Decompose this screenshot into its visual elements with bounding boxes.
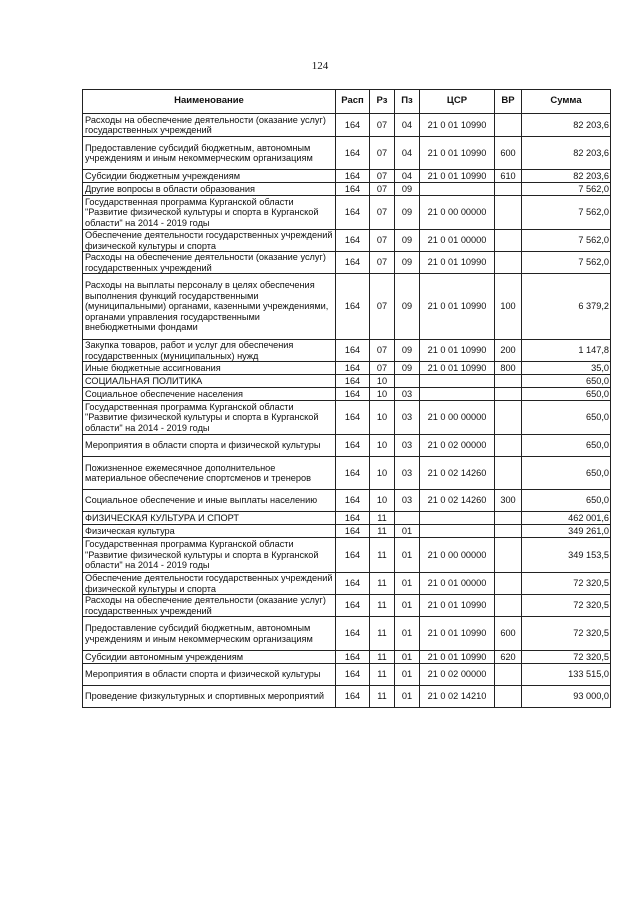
cell-vr: 200 (495, 340, 522, 362)
cell-pz: 03 (395, 490, 420, 512)
cell-name: Пожизненное ежемесячное дополнительное материальное обеспечение спортсменов и тренеров (83, 457, 336, 490)
table-row (83, 230, 611, 252)
table-row (83, 362, 611, 375)
cell-vr (495, 388, 522, 401)
cell-pz: 01 (395, 664, 420, 686)
cell-rz: 07 (370, 170, 395, 183)
cell-rz: 11 (370, 512, 395, 525)
cell-rasp: 164 (336, 490, 370, 512)
cell-rasp: 164 (336, 435, 370, 457)
cell-vr (495, 401, 522, 435)
cell-name: Субсидии бюджетным учреждениям (83, 170, 336, 183)
cell-rz: 10 (370, 490, 395, 512)
cell-name: Обеспечение деятельности государственных учреждений физической культуры и спорта (83, 230, 336, 252)
table-row (83, 525, 611, 538)
cell-vr (495, 573, 522, 595)
cell-pz: 09 (395, 340, 420, 362)
cell-pz: 01 (395, 525, 420, 538)
cell-sum: 82 203,6 (522, 170, 611, 183)
cell-vr (495, 538, 522, 573)
cell-sum: 650,0 (522, 401, 611, 435)
cell-sum: 35,0 (522, 362, 611, 375)
cell-csr: 21 0 01 10990 (420, 114, 495, 137)
table-row (83, 573, 611, 595)
table-row (83, 196, 611, 230)
cell-pz: 01 (395, 595, 420, 617)
cell-name: Иные бюджетные ассигнования (83, 362, 336, 375)
cell-pz: 03 (395, 401, 420, 435)
cell-csr: 21 0 01 10990 (420, 170, 495, 183)
cell-sum: 72 320,5 (522, 573, 611, 595)
cell-pz: 04 (395, 137, 420, 170)
cell-pz: 04 (395, 114, 420, 137)
cell-sum: 650,0 (522, 490, 611, 512)
cell-rz: 07 (370, 362, 395, 375)
table-header-row (83, 90, 611, 114)
cell-name: Расходы на выплаты персоналу в целях обеспечения выполнения функций государственными (муниципальными) органами, казенными учреждениями, органами управления государственными внебюджетными фондами (83, 274, 336, 340)
cell-rz: 10 (370, 388, 395, 401)
cell-vr: 600 (495, 137, 522, 170)
cell-vr: 610 (495, 170, 522, 183)
table-row (83, 664, 611, 686)
cell-vr (495, 457, 522, 490)
cell-rasp: 164 (336, 525, 370, 538)
cell-sum: 349 261,0 (522, 525, 611, 538)
cell-name: СОЦИАЛЬНАЯ ПОЛИТИКА (83, 375, 336, 388)
cell-sum: 7 562,0 (522, 230, 611, 252)
cell-vr (495, 664, 522, 686)
column-header-vr: ВР (495, 90, 522, 114)
cell-csr: 21 0 02 14260 (420, 457, 495, 490)
cell-rasp: 164 (336, 617, 370, 651)
table-row (83, 490, 611, 512)
cell-pz: 03 (395, 388, 420, 401)
cell-rasp: 164 (336, 375, 370, 388)
cell-name: Социальное обеспечение и иные выплаты населению (83, 490, 336, 512)
cell-rasp: 164 (336, 170, 370, 183)
table-row (83, 183, 611, 196)
cell-rasp: 164 (336, 401, 370, 435)
table-row (83, 686, 611, 708)
cell-name: Предоставление субсидий бюджетным, автономным учреждениям и иным некоммерческим организациям (83, 617, 336, 651)
cell-name: Расходы на обеспечение деятельности (оказание услуг) государственных учреждений (83, 114, 336, 137)
cell-name: Обеспечение деятельности государственных учреждений физической культуры и спорта (83, 573, 336, 595)
cell-vr: 300 (495, 490, 522, 512)
cell-rz: 07 (370, 137, 395, 170)
cell-pz: 03 (395, 457, 420, 490)
cell-rasp: 164 (336, 651, 370, 664)
cell-vr: 800 (495, 362, 522, 375)
cell-pz: 01 (395, 538, 420, 573)
cell-rasp: 164 (336, 252, 370, 274)
cell-rz: 11 (370, 651, 395, 664)
cell-csr: 21 0 01 10990 (420, 274, 495, 340)
cell-name: Закупка товаров, работ и услуг для обеспечения государственных (муниципальных) нужд (83, 340, 336, 362)
cell-csr: 21 0 01 10990 (420, 617, 495, 651)
cell-rz: 07 (370, 230, 395, 252)
cell-rasp: 164 (336, 512, 370, 525)
cell-csr: 21 0 02 14210 (420, 686, 495, 708)
cell-sum: 7 562,0 (522, 183, 611, 196)
cell-vr (495, 686, 522, 708)
cell-pz: 01 (395, 617, 420, 651)
cell-csr: 21 0 02 14260 (420, 490, 495, 512)
table-row (83, 375, 611, 388)
column-header-sum: Сумма (522, 90, 611, 114)
cell-rasp: 164 (336, 196, 370, 230)
cell-rz: 10 (370, 435, 395, 457)
cell-csr: 21 0 01 10990 (420, 595, 495, 617)
cell-vr (495, 114, 522, 137)
column-header-pz: Пз (395, 90, 420, 114)
cell-vr (495, 595, 522, 617)
cell-csr (420, 183, 495, 196)
cell-pz: 03 (395, 435, 420, 457)
cell-pz: 01 (395, 573, 420, 595)
cell-rasp: 164 (336, 340, 370, 362)
table-row (83, 595, 611, 617)
cell-pz: 04 (395, 170, 420, 183)
cell-name: Государственная программа Курганской области "Развитие физической культуры и спорта в Курганской области" на 2014 - 2019 годы (83, 538, 336, 573)
cell-sum: 72 320,5 (522, 651, 611, 664)
cell-sum: 93 000,0 (522, 686, 611, 708)
cell-pz: 01 (395, 651, 420, 664)
cell-sum: 349 153,5 (522, 538, 611, 573)
cell-csr: 21 0 01 00000 (420, 573, 495, 595)
cell-sum: 650,0 (522, 375, 611, 388)
cell-sum: 7 562,0 (522, 252, 611, 274)
table-body (83, 114, 611, 708)
cell-sum: 1 147,8 (522, 340, 611, 362)
column-header-name: Наименование (83, 90, 336, 114)
cell-sum: 650,0 (522, 435, 611, 457)
cell-rasp: 164 (336, 595, 370, 617)
cell-sum: 82 203,6 (522, 137, 611, 170)
cell-sum: 133 515,0 (522, 664, 611, 686)
cell-vr (495, 183, 522, 196)
cell-pz: 09 (395, 183, 420, 196)
table-row (83, 617, 611, 651)
table-row (83, 340, 611, 362)
cell-sum: 462 001,6 (522, 512, 611, 525)
cell-rasp: 164 (336, 137, 370, 170)
cell-sum: 650,0 (522, 388, 611, 401)
cell-pz: 01 (395, 686, 420, 708)
cell-name: Другие вопросы в области образования (83, 183, 336, 196)
cell-name: Предоставление субсидий бюджетным, автономным учреждениям и иным некоммерческим организациям (83, 137, 336, 170)
cell-rasp: 164 (336, 457, 370, 490)
cell-csr (420, 512, 495, 525)
cell-rasp: 164 (336, 538, 370, 573)
cell-rasp: 164 (336, 362, 370, 375)
cell-name: Мероприятия в области спорта и физической культуры (83, 664, 336, 686)
cell-vr (495, 375, 522, 388)
cell-csr: 21 0 01 10990 (420, 651, 495, 664)
cell-csr (420, 525, 495, 538)
cell-csr: 21 0 00 00000 (420, 538, 495, 573)
budget-table (82, 89, 611, 708)
cell-rz: 10 (370, 375, 395, 388)
cell-vr (495, 512, 522, 525)
cell-rz: 11 (370, 538, 395, 573)
table-row (83, 252, 611, 274)
cell-rz: 07 (370, 196, 395, 230)
cell-name: ФИЗИЧЕСКАЯ КУЛЬТУРА И СПОРТ (83, 512, 336, 525)
cell-pz: 09 (395, 252, 420, 274)
cell-rz: 11 (370, 664, 395, 686)
table-row (83, 651, 611, 664)
cell-rz: 11 (370, 617, 395, 651)
cell-rz: 07 (370, 274, 395, 340)
cell-pz: 09 (395, 362, 420, 375)
cell-rasp: 164 (336, 183, 370, 196)
cell-pz: 09 (395, 196, 420, 230)
cell-csr: 21 0 01 10990 (420, 362, 495, 375)
cell-vr (495, 230, 522, 252)
cell-csr: 21 0 01 10990 (420, 252, 495, 274)
cell-name: Расходы на обеспечение деятельности (оказание услуг) государственных учреждений (83, 595, 336, 617)
table-row (83, 435, 611, 457)
cell-name: Государственная программа Курганской области "Развитие физической культуры и спорта в Курганской области" на 2014 - 2019 годы (83, 401, 336, 435)
table-row (83, 137, 611, 170)
cell-csr: 21 0 02 00000 (420, 435, 495, 457)
cell-csr (420, 375, 495, 388)
cell-vr (495, 525, 522, 538)
cell-rz: 07 (370, 114, 395, 137)
cell-vr (495, 252, 522, 274)
cell-vr: 600 (495, 617, 522, 651)
column-header-rasp: Расп (336, 90, 370, 114)
cell-vr: 100 (495, 274, 522, 340)
cell-sum: 82 203,6 (522, 114, 611, 137)
cell-csr: 21 0 01 00000 (420, 230, 495, 252)
cell-csr: 21 0 01 10990 (420, 340, 495, 362)
cell-csr: 21 0 00 00000 (420, 401, 495, 435)
cell-sum: 72 320,5 (522, 595, 611, 617)
cell-csr: 21 0 01 10990 (420, 137, 495, 170)
cell-rz: 10 (370, 457, 395, 490)
cell-rasp: 164 (336, 114, 370, 137)
cell-rasp: 164 (336, 664, 370, 686)
cell-rasp: 164 (336, 388, 370, 401)
cell-vr (495, 435, 522, 457)
cell-pz (395, 512, 420, 525)
cell-csr (420, 388, 495, 401)
cell-rasp: 164 (336, 686, 370, 708)
cell-name: Мероприятия в области спорта и физической культуры (83, 435, 336, 457)
cell-rz: 07 (370, 340, 395, 362)
table-row (83, 512, 611, 525)
cell-rasp: 164 (336, 274, 370, 340)
cell-rasp: 164 (336, 230, 370, 252)
table-row (83, 388, 611, 401)
table-row (83, 170, 611, 183)
cell-name: Субсидии автономным учреждениям (83, 651, 336, 664)
cell-rz: 07 (370, 183, 395, 196)
cell-rz: 07 (370, 252, 395, 274)
cell-name: Физическая культура (83, 525, 336, 538)
cell-pz: 09 (395, 274, 420, 340)
cell-name: Государственная программа Курганской области "Развитие физической культуры и спорта в Курганской области" на 2014 - 2019 годы (83, 196, 336, 230)
table-row (83, 274, 611, 340)
cell-pz: 09 (395, 230, 420, 252)
cell-csr: 21 0 02 00000 (420, 664, 495, 686)
page-number: 124 (311, 60, 329, 72)
cell-vr (495, 196, 522, 230)
column-header-rz: Рз (370, 90, 395, 114)
cell-sum: 7 562,0 (522, 196, 611, 230)
cell-rasp: 164 (336, 573, 370, 595)
cell-rz: 11 (370, 525, 395, 538)
cell-rz: 10 (370, 401, 395, 435)
cell-sum: 72 320,5 (522, 617, 611, 651)
table-row (83, 114, 611, 137)
column-header-csr: ЦСР (420, 90, 495, 114)
table-row (83, 457, 611, 490)
cell-sum: 6 379,2 (522, 274, 611, 340)
cell-name: Расходы на обеспечение деятельности (оказание услуг) государственных учреждений (83, 252, 336, 274)
cell-pz (395, 375, 420, 388)
cell-name: Проведение физкультурных и спортивных мероприятий (83, 686, 336, 708)
cell-rz: 11 (370, 686, 395, 708)
cell-rz: 11 (370, 595, 395, 617)
cell-name: Социальное обеспечение населения (83, 388, 336, 401)
cell-sum: 650,0 (522, 457, 611, 490)
cell-csr: 21 0 00 00000 (420, 196, 495, 230)
cell-vr: 620 (495, 651, 522, 664)
table-row (83, 401, 611, 435)
table-row (83, 538, 611, 573)
cell-rz: 11 (370, 573, 395, 595)
